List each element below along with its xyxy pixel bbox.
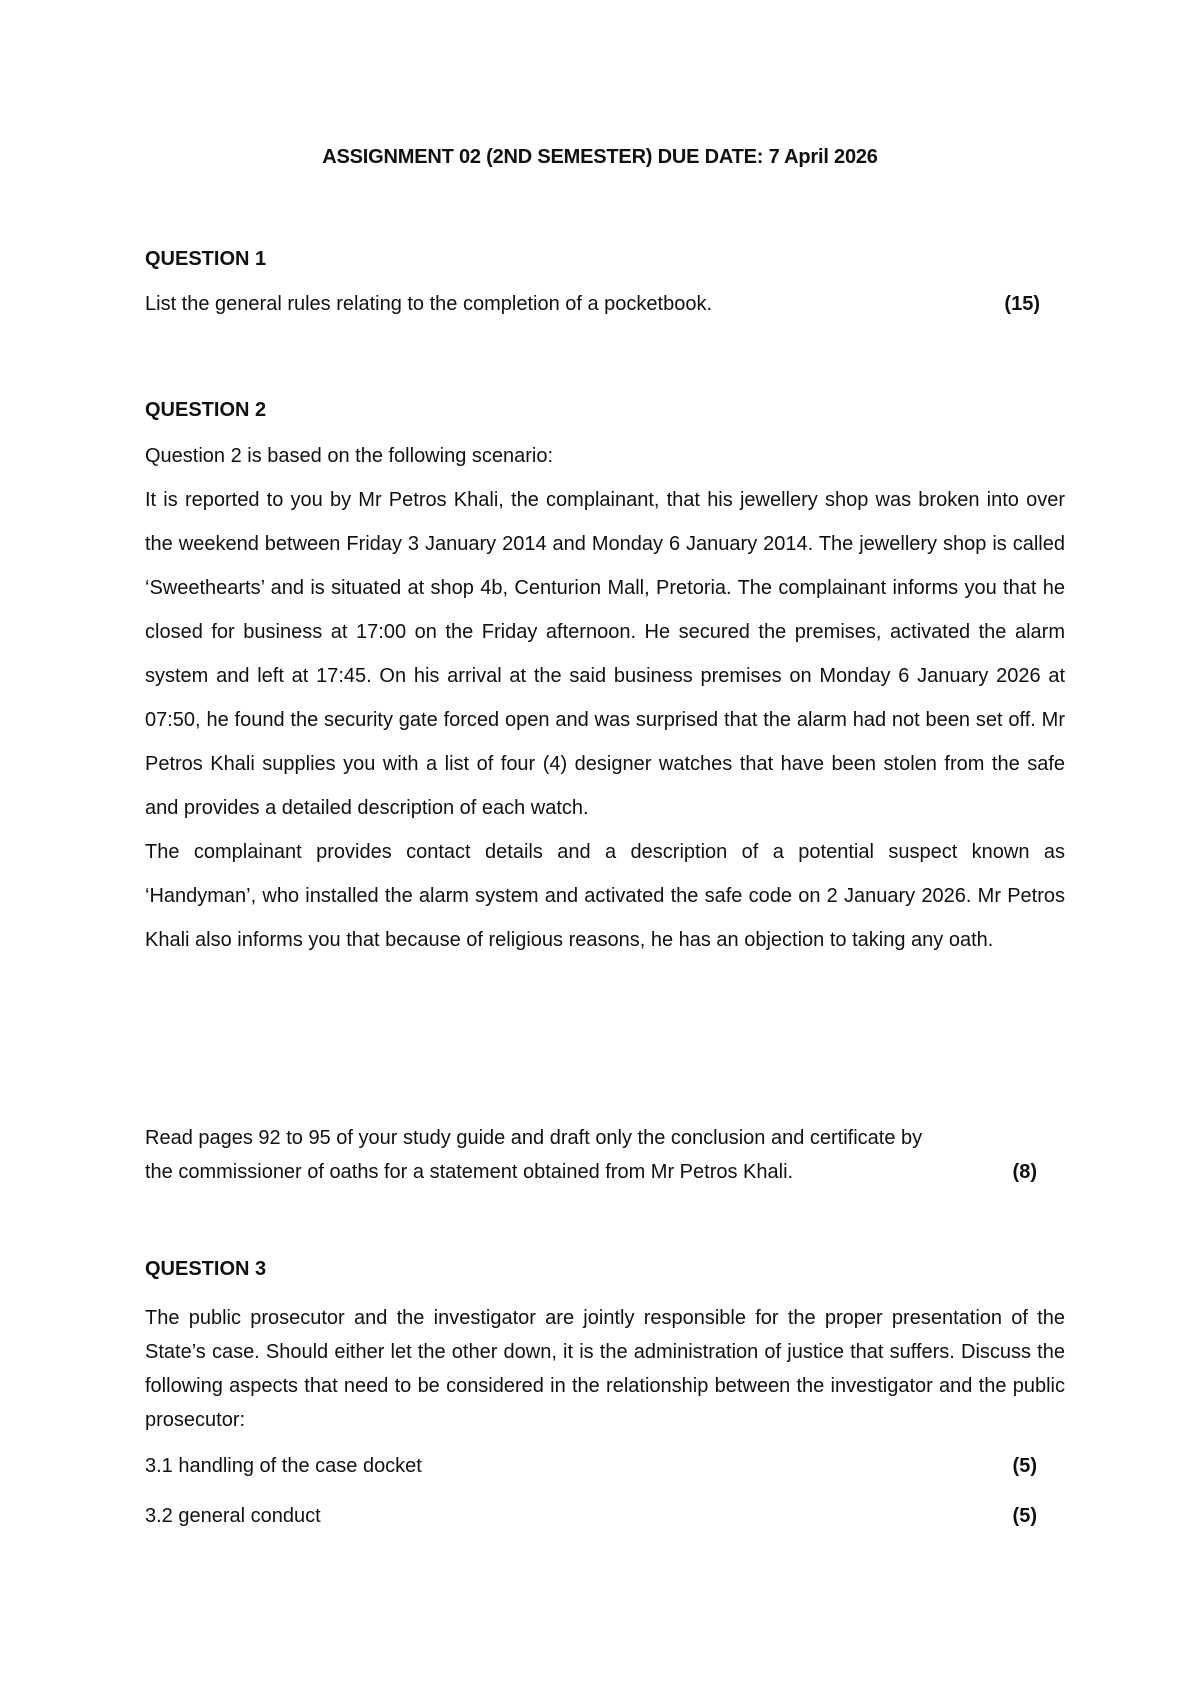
question-3-item-1-label: 3.1 handling of the case docket: [145, 1455, 422, 1477]
question-3-item-2-label: 3.2 general conduct: [145, 1505, 321, 1527]
question-2-section: [145, 399, 1065, 962]
question-2-instruction-row: [145, 1155, 1065, 1189]
assignment-title: ASSIGNMENT 02 (2ND SEMESTER) DUE DATE: 7 April 2026: [322, 146, 878, 168]
question-2-instruction: [145, 1121, 1065, 1189]
question-2-heading: QUESTION 2: [145, 399, 267, 421]
question-1-marks: (15): [1004, 293, 1040, 315]
question-3-item-2: [145, 1491, 1065, 1541]
question-1-text: List the general rules relating to the completion of a pocketbook.: [145, 293, 713, 315]
question-3-item-1-marks: (5): [1012, 1455, 1037, 1477]
question-3-heading: QUESTION 3: [145, 1258, 267, 1280]
question-1-section: [145, 248, 1065, 316]
question-2-instruction-line-2: the commissioner of oaths for a statement obtained from Mr Petros Khali.: [145, 1161, 794, 1183]
question-3-item-1: [145, 1441, 1065, 1491]
question-3-text: The public prosecutor and the investigator are jointly responsible for the proper presentation of the State’s case. Should either let the other down, it is the administration of justice that suffers. Discuss the following aspects that need to be considered in the relationship between the investigator and the public prosecutor:: [145, 1307, 1065, 1431]
question-2-instruction-line-1: Read pages 92 to 95 of your study guide and draft only the conclusion and certificate by: [145, 1127, 923, 1149]
question-1-heading: QUESTION 1: [145, 248, 267, 270]
question-3-item-2-marks: (5): [1012, 1505, 1037, 1527]
question-2-scenario-paragraph-2: The complainant provides contact details and a description of a potential suspect known as ‘Handyman’, who installed the alarm system and activated the safe code on 2 January 2026. Mr Petros Khali also informs you that because of religious reasons, he has an objection to taking any oath.: [145, 841, 1065, 951]
question-2-scenario-paragraph-1: It is reported to you by Mr Petros Khali, the complainant, that his jewellery shop was broken into over the weekend between Friday 3 January 2014 and Monday 6 January 2014. The jewellery shop is called ‘Sweethearts’ and is situated at shop 4b, Centurion Mall, Pretoria. The complainant informs you that he closed for business at 17:00 on the Friday afternoon. He secured the premises, activated the alarm system and left at 17:45. On his arrival at the said business premises on Monday 6 January 2026 at 07:50, he found the security gate forced open and was surprised that the alarm had not been set off. Mr Petros Khali supplies you with a list of four (4) designer watches that have been stolen from the safe and provides a detailed description of each watch.: [145, 489, 1065, 819]
question-1-row: [145, 293, 1065, 316]
question-3-section: [145, 1258, 1065, 1541]
question-2-intro: Question 2 is based on the following scenario:: [145, 445, 554, 467]
question-2-marks: (8): [1012, 1161, 1037, 1183]
